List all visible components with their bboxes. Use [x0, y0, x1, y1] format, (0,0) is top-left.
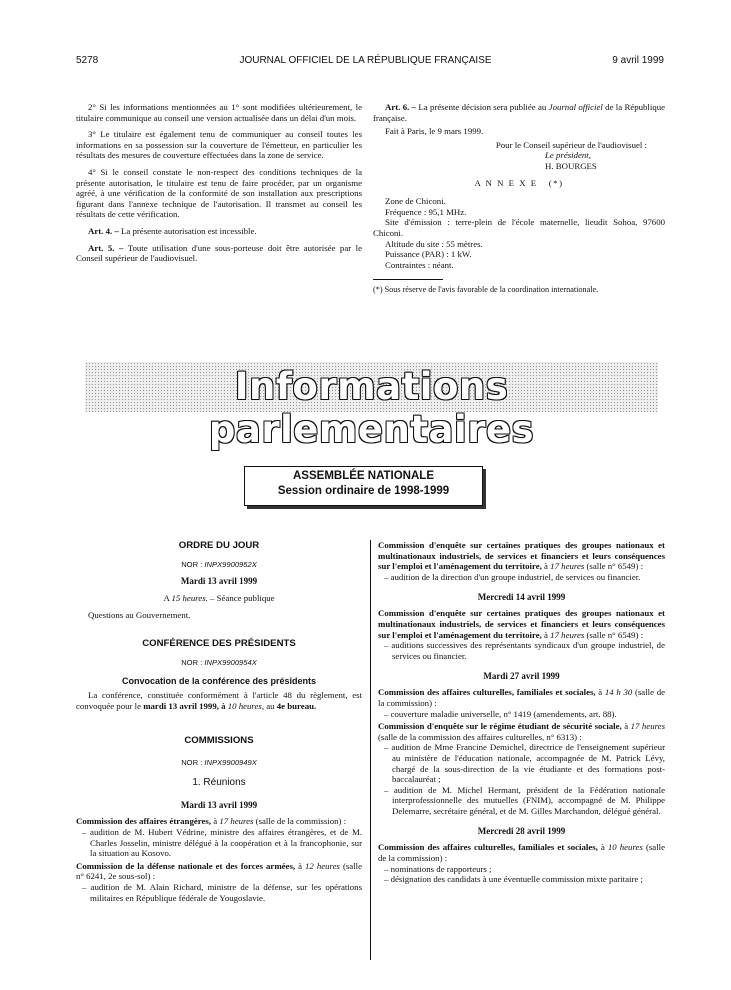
- annexe-line: Zone de Chiconi.: [385, 196, 446, 207]
- time: 17 heures: [550, 561, 585, 572]
- date-heading: Mardi 13 avril 1999: [180, 576, 258, 586]
- agenda-item: – audition de M. Alain Richard, ministre de la défense, sur les opérations militaires en République fédérale de Yougoslavie.: [82, 881, 362, 903]
- nor-reference: [76, 758, 362, 767]
- annexe-line: Fréquence : 95,1 MHz.: [385, 206, 467, 217]
- agenda-item: – couverture maladie universelle, n° 1419 (amendements, art. 88).: [384, 708, 617, 719]
- article-text: La présente autorisation est incessible.: [118, 225, 257, 236]
- president-title: Le président,: [545, 150, 591, 161]
- nor-label: NOR :: [181, 658, 205, 668]
- article-text: Toute utilisation d'une sous-porteuse doit être autorisée par le Conseil supérieur de l'audiovisuel.: [76, 242, 362, 264]
- header-date: 9 avril 1999: [612, 55, 664, 66]
- commission-entry: [76, 861, 362, 882]
- text-bold: mardi 13 avril 1999, à: [143, 700, 228, 711]
- annexe-title: A N N E X E (*): [474, 177, 564, 188]
- signer-name: H. BOURGES: [545, 160, 597, 171]
- commission-name: Commission d'enquête sur certaines pratiques des groupes nationaux et multinationaux industriels, de services et financiers et leurs conséquences sur l'emploi et l'aménagement du territoire,: [378, 608, 665, 640]
- article-text: La présente décision sera publiée au: [416, 102, 549, 112]
- footnote-divider: [373, 279, 443, 280]
- questions-line: Questions au Gouvernement.: [88, 609, 191, 620]
- agenda-item: – audition de la direction d'un groupe industriel, de services ou financier.: [384, 571, 641, 582]
- annexe-list: [373, 196, 665, 270]
- section-banner: [85, 362, 658, 451]
- nor-code: INPX9900954X: [204, 658, 257, 668]
- date-heading: Mercredi 14 avril 1999: [477, 592, 566, 603]
- commission-name: Commission d'enquête sur le régime étudiant de sécurité sociale,: [378, 721, 622, 732]
- lower-left-column: [76, 540, 362, 903]
- commission-name: Commission de la défense nationale et des forces armées,: [76, 860, 296, 871]
- pour-le-conseil: Pour le Conseil supérieur de l'audiovisuel :: [495, 139, 647, 150]
- commission-name: Commission des affaires étrangères,: [76, 816, 212, 827]
- time: 17 heures: [550, 629, 585, 640]
- convocation-text: [76, 690, 362, 711]
- commission-entry: [378, 842, 665, 863]
- time: 12 heures: [305, 860, 340, 871]
- session-name: Session ordinaire de 1998-1999: [277, 485, 450, 497]
- commission-entry: [378, 608, 665, 640]
- nor-code: INPX9900952X: [204, 560, 257, 569]
- agenda-item: – audition de M. Hubert Védrine, ministre des affaires étrangères, et de M. Charles Josselin, ministre délégué à la coopération et à la francophonie, sur la situation au Kosovo.: [82, 826, 362, 859]
- article-text: de la République française.: [373, 102, 666, 123]
- lower-right-column: [378, 540, 665, 885]
- article-5: [76, 243, 362, 264]
- paragraph: 4° Si le conseil constate le non-respect des conditions techniques de la présente autorisation, le titulaire est tenu de faire procéder, par un organisme agréé, à une vérification de la conformité de son installation aux prescriptions figurant dans l'annexe technique de l'autorisation. Il transmet au conseil les résultats de cette vérification.: [76, 166, 362, 220]
- nor-label: NOR :: [181, 758, 205, 768]
- text: (salle n° 6549) :: [584, 561, 644, 572]
- text: à: [295, 860, 306, 871]
- agenda-item: – nominations de rapporteurs ;: [384, 863, 492, 874]
- date-heading: Mardi 27 avril 1999: [483, 671, 560, 682]
- journal-title: JOURNAL OFFICIEL DE LA RÉPUBLIQUE FRANÇAISE: [239, 55, 492, 66]
- article-6: [373, 102, 665, 123]
- time: 15 heures.: [171, 593, 208, 603]
- journal-name: Journal officiel: [548, 102, 603, 112]
- ordre-du-jour-heading: ORDRE DU JOUR: [178, 540, 260, 551]
- annexe-line: Site d'émission : terre-plein de l'école maternelle, lieudit Sohoa, 97600 Chiconi.: [373, 217, 665, 238]
- commission-entry: [378, 540, 665, 572]
- nor-reference: [76, 658, 362, 667]
- date-heading: Mercredi 28 avril 1999: [477, 826, 566, 837]
- time: 10 heures,: [227, 700, 265, 711]
- text: à: [595, 687, 605, 698]
- nor-label: NOR :: [181, 560, 205, 569]
- commissions-heading: COMMISSIONS: [184, 735, 254, 747]
- text: La conférence, constituée conformément à l'article 48 du règlement, est convoquée pour le: [76, 690, 362, 711]
- text: – Séance publique: [207, 593, 275, 603]
- banner-title: Informations parlementaires: [208, 365, 535, 451]
- article-label: Art. 6. –: [385, 102, 417, 112]
- text: (salle de la commission des affaires culturelles, n° 6313) :: [378, 731, 582, 742]
- text: (salle n° 6549) :: [584, 629, 644, 640]
- time: 10 heures: [607, 842, 643, 853]
- annexe-line: Contraintes : néant.: [385, 259, 454, 270]
- conference-heading: CONFÉRENCE DES PRÉSIDENTS: [142, 638, 296, 650]
- commission-name: Commission des affaires culturelles, familiales et sociales,: [378, 687, 596, 698]
- article-4: [76, 226, 362, 237]
- column-divider: [370, 540, 371, 960]
- paragraph: 3° Le titulaire est également tenu de communiquer au conseil toutes les informations en sa possession sur la couverture de l'émetteur, en particulier les résultats des mesures de couverture effectuées dans la zone de service.: [76, 129, 362, 161]
- text-bold: 4e bureau.: [276, 700, 317, 711]
- footnote: (*) Sous réserve de l'avis favorable de la coordination internationale.: [373, 285, 599, 294]
- time: 14 h 30: [604, 687, 633, 698]
- assembly-title-box: [244, 466, 483, 506]
- agenda-item: – désignation des candidats à une éventuelle commission mixte paritaire ;: [384, 874, 643, 885]
- text: (salle de la commission) :: [253, 816, 347, 827]
- agenda-item: – audition de M. Michel Hermant, président de la Fédération nationale interprofessionnelle des mutuelles (FNIM), accompagné de M. Philippe Delemarre, secrétaire général, et de M. Gilles Marchandon, délégué général.: [384, 784, 665, 816]
- text: au: [264, 700, 277, 711]
- text: à: [541, 561, 551, 572]
- nor-reference: [76, 560, 362, 569]
- commission-entry: [76, 816, 362, 827]
- time: 17 heures: [219, 816, 254, 827]
- article-label: Art. 5. –: [88, 242, 124, 253]
- page-number: 5278: [76, 55, 99, 66]
- text: (salle n° 6241, 2e sous-sol) :: [76, 860, 363, 882]
- agenda-item: – audition de Mme Francine Demichel, directrice de l'enseignement supérieur au ministère de l'éducation nationale, accompagnée de M. Patrick Lévy, chargé de la sous-direction de la vie étudiante et des formations post-baccalauréat ;: [384, 742, 665, 785]
- date-heading: Mardi 13 avril 1999: [180, 800, 258, 811]
- annexe-line: Puissance (PAR) : 1 kW.: [385, 249, 472, 260]
- commission-name: Commission d'enquête sur certaines pratiques des groupes nationaux et multinationaux industriels, de services et financiers et leurs conséquences sur l'emploi et l'aménagement du territoire,: [378, 540, 665, 572]
- annexe-line: Altitude du site : 55 mètres.: [385, 238, 483, 249]
- reunions-heading: 1. Réunions: [192, 777, 246, 789]
- fait-a-paris: Fait à Paris, le 9 mars 1999.: [385, 126, 484, 137]
- paragraph: 2° Si les informations mentionnées au 1° sont modifiées ultérieurement, le titulaire communique au conseil une version actualisée dans un délai d'un mois.: [76, 102, 362, 123]
- commission-name: Commission des affaires culturelles, familiales et sociales,: [378, 842, 598, 853]
- top-right-column: [373, 102, 665, 270]
- text: à: [541, 629, 551, 640]
- article-label: Art. 4. –: [88, 225, 119, 236]
- text: à: [621, 721, 631, 732]
- text: A: [163, 593, 172, 603]
- agenda-item: – auditions successives des représentants syndicaux d'un groupe industriel, de services ou financier.: [384, 640, 665, 661]
- text: (salle de la commission) :: [378, 687, 665, 708]
- assembly-name: ASSEMBLÉE NATIONALE: [293, 470, 434, 482]
- text: à: [597, 842, 608, 853]
- seance-line: [76, 593, 362, 604]
- nor-code: INPX9900949X: [204, 758, 257, 768]
- convocation-heading: Convocation de la conférence des présidents: [121, 676, 317, 687]
- text: (salle de la commission) :: [378, 842, 666, 864]
- commission-entry: [378, 721, 665, 742]
- time: 17 heures: [630, 721, 666, 732]
- commission-entry: [378, 687, 665, 708]
- text: à: [211, 816, 220, 827]
- top-left-column: [76, 102, 362, 264]
